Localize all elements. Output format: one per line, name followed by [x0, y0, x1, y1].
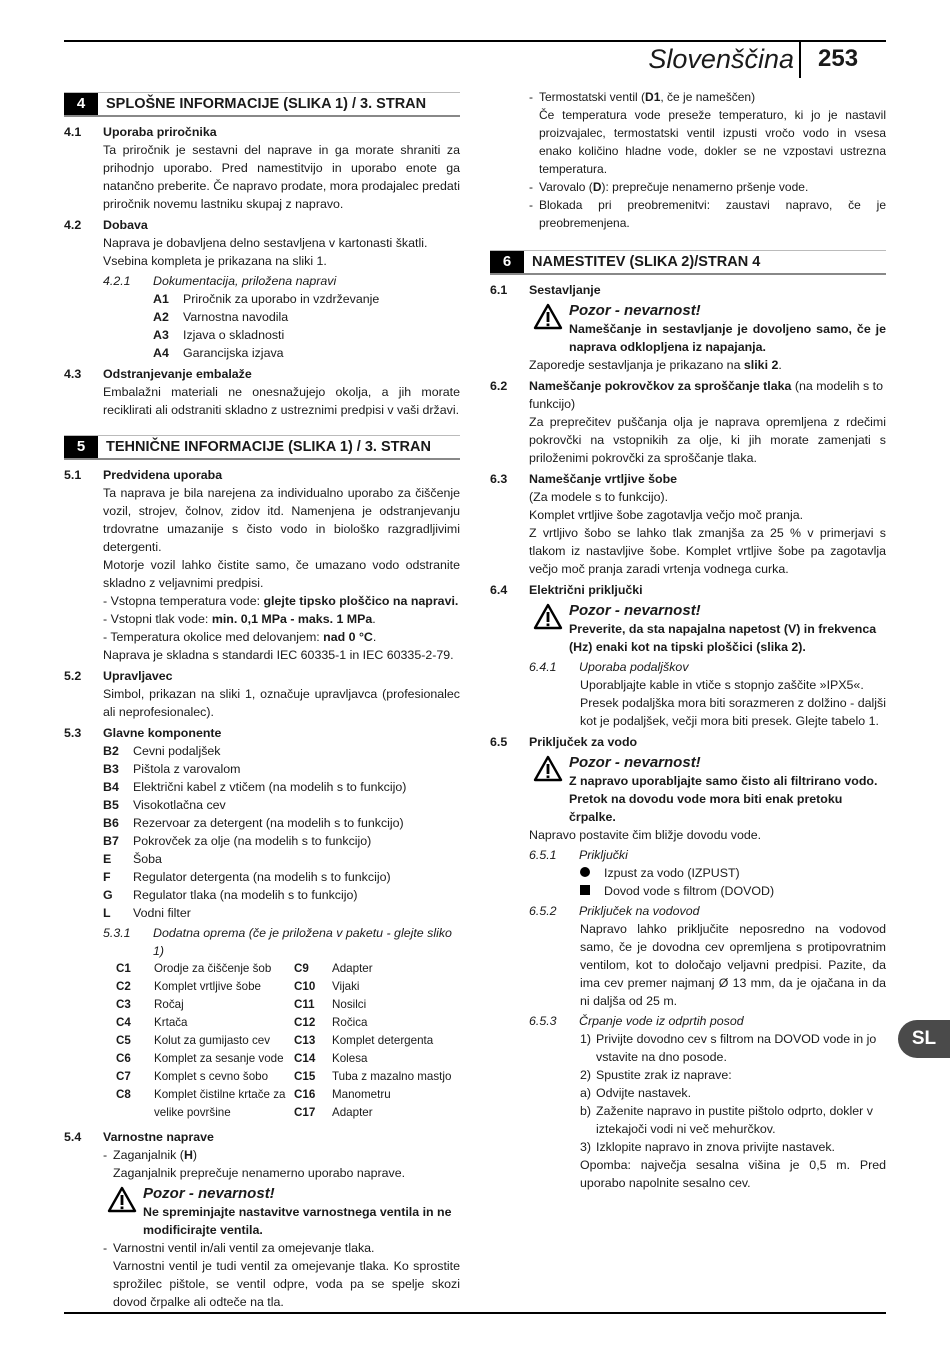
list-item: [294, 1068, 451, 1086]
section-6-header: [490, 250, 886, 275]
item-code: C15: [294, 1070, 316, 1083]
subsection-number: 4.3: [64, 367, 82, 381]
text: Zaporedje sestavljanja je prikazano na: [529, 358, 744, 372]
subsection-title: Dobava: [103, 218, 148, 232]
subsubsection-title: Črpanje vode iz odprtih posod: [579, 1014, 744, 1028]
list-item: [116, 996, 294, 1014]
subsubsection-title: Uporaba podaljškov: [579, 660, 689, 674]
subsubsection-title: Dodatna oprema (če je priložena v paketu - glejte sliko 1): [153, 926, 452, 958]
subsection-5-3: [64, 724, 460, 742]
square-icon: [580, 885, 590, 895]
section-number: 5: [64, 436, 98, 458]
warning-icon: [533, 755, 563, 787]
subsubsection-title: Priključki: [579, 848, 628, 862]
spec-label: - Vstopna temperatura vode:: [103, 594, 264, 608]
item-label: Nosilci: [332, 998, 367, 1011]
note: Opomba: največja sesalna višina je 0,5 m. Pred uporabo napolnite sesalno cev.: [580, 1158, 886, 1190]
item-label: Rezervoar za detergent (na modelih s to funkcijo): [133, 816, 404, 830]
subsection-number: 5.4: [64, 1130, 82, 1144]
step-number: 3): [580, 1140, 592, 1154]
list-item: [103, 850, 460, 868]
item-code: D1: [645, 90, 661, 104]
section-title: TEHNIČNE INFORMACIJE (SLIKA 1) / 3. STRAN: [106, 439, 431, 455]
item-label: Adapter: [332, 962, 373, 975]
list-item: [294, 1050, 451, 1068]
subsubsection-6-5-2: [490, 902, 886, 920]
paragraph: Komplet vrtljive šobe zagotavlja večjo moč pranja.: [529, 508, 804, 522]
subsection-number: 6.5: [490, 735, 508, 749]
list-item: - Termostatski ventil (D1, če je nameščen): [529, 90, 756, 104]
documentation-list: [64, 290, 460, 362]
warning-text: Preverite, da sta napajalna napetost (V) in frekvenca (Hz) enaki kot na tipski ploščici (slika 2).: [569, 622, 877, 654]
subsection-title: Odstranjevanje embalaže: [103, 367, 252, 381]
spec-line: [103, 628, 460, 646]
subsection-number: 5.1: [64, 468, 82, 482]
item-code: C4: [116, 1016, 131, 1029]
paragraph: Ta naprava je bila narejena za individualno uporabo za čiščenje vozil, strojev, čolnov, zidov itd. Namenjena je odstranjevanju trdovratne umazanije s čisto vodo in biološko razgradljivimi detergenti.: [103, 486, 460, 554]
subsection-4-3: [64, 365, 460, 383]
item-label: Komplet detergenta: [332, 1034, 434, 1047]
paragraph: Presek podaljška mora biti sorazmeren z dolžino - daljši kot je podaljšek, večji mora biti presek. Glejte tabelo 1.: [580, 696, 886, 728]
item-code: C6: [116, 1052, 131, 1065]
item-code: F: [103, 870, 111, 884]
item-label: Izpust za vodo (IZPUST): [604, 866, 740, 880]
list-item: [103, 886, 460, 904]
item-label: Varovalo (: [539, 180, 593, 194]
subsection-5-4: [64, 1128, 460, 1146]
subsection-number: 6.2: [490, 379, 508, 393]
warning-icon: [533, 303, 563, 335]
item-code: A2: [153, 310, 169, 324]
item-label-suffix: , če je nameščen): [660, 90, 756, 104]
warning-block: [529, 601, 886, 656]
paragraph: Naprava je skladna s standardi IEC 60335-1 in IEC 60335-2-79.: [103, 648, 454, 662]
list-item: [103, 814, 460, 832]
subsection-title: Sestavljanje: [529, 283, 601, 297]
step-text: Izklopite napravo in znova privijte nastavek.: [596, 1140, 835, 1154]
item-label: Ročica: [332, 1016, 368, 1029]
subsection-title: Upravljavec: [103, 669, 173, 683]
paragraph: Uporabljajte kable in vtiče s stopnjo zaščite »IPX5«.: [580, 678, 864, 692]
safety-devices-continued: [490, 88, 886, 232]
subsubsection-6-5-1: [490, 846, 886, 864]
page-number: 253: [818, 45, 859, 72]
components-list: [64, 742, 460, 922]
subsubsection-number: 5.3.1: [103, 926, 131, 940]
item-label: Izjava o skladnosti: [183, 328, 285, 342]
item-code: C16: [294, 1088, 316, 1101]
section-5-header: [64, 435, 460, 460]
step-number: a): [580, 1086, 592, 1100]
left-column: [64, 88, 460, 1311]
item-label: Varnostni ventil in/ali ventil za omejevanje tlaka.: [113, 1241, 375, 1255]
item-code: G: [103, 888, 113, 902]
item-label: Kolesa: [332, 1052, 368, 1065]
step-number: 1): [580, 1032, 592, 1046]
list-item: [116, 1086, 294, 1122]
paragraph: Simbol, prikazan na sliki 1, označuje upravljavca (profesionalec ali neprofesionalec).: [103, 687, 460, 719]
spec-label: - Temperatura okolice med delovanjem:: [103, 630, 324, 644]
circle-icon: [580, 867, 590, 877]
item-label: Pištola z varovalom: [133, 762, 241, 776]
subsection-number: 4.1: [64, 125, 82, 139]
subsection-number: 6.1: [490, 283, 508, 297]
section-title: SPLOŠNE INFORMACIJE (SLIKA 1) / 3. STRAN: [106, 96, 427, 112]
language-tab: SL: [898, 1020, 950, 1058]
list-item: [103, 904, 460, 922]
spec-label: - Vstopni tlak vode:: [103, 612, 212, 626]
list-item: [103, 796, 460, 814]
item-label: Regulator tlaka (na modelih s to funkcijo): [133, 888, 358, 902]
paragraph: Napravo postavite čim bližje dovodu vode.: [529, 828, 762, 842]
text-bold: sliki 2: [743, 358, 779, 372]
section-number: 6: [490, 251, 524, 273]
step-text: Spustite zrak iz naprave:: [596, 1068, 732, 1082]
subsubsection-body: [490, 676, 886, 730]
subsection-6-2: [490, 377, 886, 413]
subsection-number: 5.3: [64, 726, 82, 740]
item-label: Šoba: [133, 852, 162, 866]
footer-rule: [64, 1312, 886, 1314]
header-divider: [799, 40, 801, 78]
warning-text: Nameščanje in sestavljanje je dovoljeno samo, če je naprava odklopljena iz napajanja.: [569, 322, 886, 354]
warning-icon: [107, 1186, 137, 1218]
list-item: [294, 1014, 451, 1032]
paragraph: Napravo lahko priključite neposredno na vodovod samo, če je dovodna cev opremljena s protipovratnim ventilom, kot to določajo veljavni predpisi. Pazite, da ima cev premer najmanj Ø 13 mm, da je ojačana in da ni daljša od 25 m.: [580, 922, 886, 1008]
step-number: 2): [580, 1068, 592, 1082]
section-4-header: [64, 92, 460, 117]
list-item: [103, 778, 460, 796]
item-code: C5: [116, 1034, 131, 1047]
list-item: [103, 760, 460, 778]
subsection-4-1: [64, 123, 460, 141]
list-item: [153, 290, 460, 308]
item-code: B4: [103, 780, 119, 794]
item-label: Električni kabel z vtičem (na modelih s to funkcijo): [133, 780, 407, 794]
subsection-body: [490, 301, 886, 374]
subsection-title: Glavne komponente: [103, 726, 222, 740]
item-label: Priročnik za uporabo in vzdrževanje: [183, 292, 380, 306]
paragraph: Za preprečitev puščanja olja je naprava opremljena z rdečimi pokrovčki na vstopnikih za olje, ki jih morate zamenjati s priloženimi pokrovčki za sproščanje tlaka.: [529, 415, 886, 465]
warning-title: Pozor - nevarnost!: [569, 302, 701, 319]
subsubsection-number: 4.2.1: [103, 274, 131, 288]
paragraph: Ta priročnik je sestavni del naprave in ga morate shraniti za prihodnjo uporabo. Pred namestitvijo in uporabo enote ga natančno preberite. Če napravo prodate, mora prodajalec predati priročnik novemu lastniku skupaj z napravo.: [103, 143, 460, 211]
step-text: Zaženite napravo in pustite pištolo odprto, dokler v iztekajoči vodi ni več mehurčkov.: [596, 1104, 873, 1136]
list-item: [294, 978, 451, 996]
accessories-col-right: [294, 960, 451, 1122]
paragraph: Če temperatura vode preseže temperaturo, ki jo je nastavil proizvajalec, termostatski ventil izpusti vročo vodo in vsesa enako količino hladne vode, dokler se ne vzpostavi ustrezna temperatura.: [539, 108, 886, 176]
subsection-number: 5.2: [64, 669, 82, 683]
spec-value: glejte tipsko ploščico na napravi.: [263, 594, 459, 608]
item-code: B3: [103, 762, 119, 776]
item-label: Cevni podaljšek: [133, 744, 221, 758]
item-code: C3: [116, 998, 131, 1011]
list-item: [490, 1030, 886, 1066]
list-item: [490, 1066, 886, 1084]
item-punct: ): [192, 1148, 198, 1162]
list-item: [116, 1032, 294, 1050]
item-code: L: [103, 906, 111, 920]
list-item: [153, 326, 460, 344]
step-text: Odvijte nastavek.: [596, 1086, 692, 1100]
steps-list: [490, 1030, 886, 1156]
subsubsection-5-3-1: [64, 924, 460, 960]
item-code: C14: [294, 1052, 316, 1065]
item-label: Komplet s cevno šobo: [154, 1070, 269, 1083]
subsubsection-title: Dokumentacija, priložena napravi: [153, 274, 337, 288]
spec-punct: .: [372, 612, 376, 626]
item-label: Orodje za čiščenje šob: [154, 962, 272, 975]
item-code: A3: [153, 328, 169, 342]
item-code: C17: [294, 1106, 316, 1119]
item-code: C7: [116, 1070, 131, 1083]
list-item: [103, 832, 460, 850]
list-item: [103, 868, 460, 886]
accessories-col-left: [116, 960, 294, 1122]
item-code: E: [103, 852, 112, 866]
right-column: [490, 88, 886, 1192]
spec-punct: .: [372, 630, 377, 644]
subsection-6-5: [490, 733, 886, 751]
list-item: - Varnostni ventil in/ali ventil za omejevanje tlaka.: [103, 1241, 375, 1255]
item-code: B5: [103, 798, 119, 812]
list-item: [116, 1050, 294, 1068]
subsubsection-4-2-1: [64, 272, 460, 290]
item-code: H: [183, 1148, 193, 1162]
list-item: [294, 1032, 451, 1050]
item-label: Pokrovček za olje (na modelih s to funkcijo): [133, 834, 372, 848]
list-item: - Varovalo (D): preprečuje nenamerno pršenje vode.: [529, 180, 809, 194]
subsection-4-2: [64, 216, 460, 234]
list-item: [490, 864, 886, 882]
item-code: C1: [116, 962, 131, 975]
item-label: Varnostna navodila: [183, 310, 289, 324]
item-label: Zaganjalnik (: [113, 1148, 184, 1162]
subsection-title: Nameščanje vrtljive šobe: [529, 472, 678, 486]
list-item: [103, 742, 460, 760]
item-code: D: [592, 180, 602, 194]
subsection-number: 6.4: [490, 583, 508, 597]
item-label: Vijaki: [332, 980, 360, 993]
subsection-body: [490, 601, 886, 656]
spec-line: [103, 592, 460, 610]
paragraph: Embalažni materiali ne onesnažujejo okolja, a jih morate reciklirati ali odstraniti skladno z ustreznimi predpisi v vaši državi.: [103, 385, 460, 417]
paragraph: Varnostni ventil je tudi ventil za omejevanje tlaka. Ko sprostite sprožilec pištole, se ventil odpre, voda pa se spelje skozi dovod črpalke ali odteče na tla.: [113, 1259, 460, 1309]
paragraph: Z vrtljivo šobo se lahko tlak zmanjša za 25 % v primerjavi s tlakom iz nastavljive šobe. Komplet vrtljive šobe pa zagotavlja večjo moč pranja zaradi vrtenja vodnega curka.: [529, 526, 886, 576]
subsubsection-number: 6.5.1: [529, 848, 557, 862]
subsection-number: 4.2: [64, 218, 82, 232]
text-punct: .: [778, 358, 782, 372]
list-item: [294, 1086, 451, 1104]
section-title: NAMESTITEV (SLIKA 2)/STRAN 4: [532, 254, 761, 270]
subsection-title: Nameščanje pokrovčkov za sproščanje tlaka: [529, 379, 792, 393]
subsection-6-1: [490, 281, 886, 299]
subsection-title: Varnostne naprave: [103, 1130, 214, 1144]
item-code: C8: [116, 1088, 131, 1101]
item-code: A4: [153, 346, 169, 360]
list-item: - Zaganjalnik (H): [103, 1148, 198, 1162]
list-item: [116, 1068, 294, 1086]
subsubsection-number: 6.5.3: [529, 1014, 557, 1028]
subsubsection-number: 6.5.2: [529, 904, 557, 918]
subsection-6-4: [490, 581, 886, 599]
item-code: B7: [103, 834, 119, 848]
warning-text: Ne spreminjajte nastavitve varnostnega ventila in ne modificirajte ventila.: [143, 1205, 452, 1237]
spec-line: [103, 610, 460, 628]
step-text: Privijte dovodno cev s filtrom na DOVOD vode in jo vstavite na dno posode.: [596, 1032, 877, 1064]
list-item: [116, 1014, 294, 1032]
spec-value: min. 0,1 MPa - maks. 1 MPa: [211, 612, 373, 626]
item-code: B6: [103, 816, 119, 830]
item-label: Tuba z mazalno mastjo: [332, 1070, 452, 1083]
item-label: Termostatski ventil (: [539, 90, 646, 104]
item-label: Visokotlačna cev: [133, 798, 226, 812]
subsection-title: Predvidena uporaba: [103, 468, 223, 482]
item-label: Dovod vode s filtrom (DOVOD): [604, 884, 775, 898]
list-item: [116, 960, 294, 978]
paragraph: (Za modele s to funkcijo).: [529, 490, 669, 504]
list-item: - Blokada pri preobremenitvi: zaustavi napravo, če je preobremenjena.: [529, 198, 886, 230]
header-language: Slovenščina: [648, 44, 794, 74]
safety-devices: [64, 1146, 460, 1311]
item-label: Komplet vrtljive šobe: [154, 980, 261, 993]
item-label: Regulator detergenta (na modelih s to funkcijo): [133, 870, 391, 884]
warning-title: Pozor - nevarnost!: [143, 1185, 275, 1202]
list-item: [294, 960, 451, 978]
subsubsection-6-4-1: [490, 658, 886, 676]
warning-title: Pozor - nevarnost!: [569, 754, 701, 771]
subsection-5-1: [64, 466, 460, 484]
item-label: Blokada pri preobremenitvi: zaustavi napravo, če je preobremenjena.: [539, 198, 886, 230]
subsection-number: 6.3: [490, 472, 508, 486]
warning-block: [529, 753, 886, 826]
list-item: [294, 996, 451, 1014]
subsection-title: Priključek za vodo: [529, 735, 638, 749]
list-item: [490, 882, 886, 900]
paragraph: [529, 356, 886, 374]
warning-block: [103, 1184, 460, 1239]
subsubsection-number: 6.4.1: [529, 660, 557, 674]
list-item: [294, 1104, 451, 1122]
list-item: [153, 308, 460, 326]
item-code: C10: [294, 980, 316, 993]
item-code: A1: [153, 292, 169, 306]
list-item: [490, 1084, 886, 1102]
item-label: Manometru: [332, 1088, 391, 1101]
spec-value: nad 0 °C: [323, 630, 373, 644]
item-label: Komplet za sesanje vode: [154, 1052, 284, 1065]
warning-block: [529, 301, 886, 356]
paragraph: Zaganjalnik preprečuje nenamerno uporabo naprave.: [113, 1166, 406, 1180]
item-code: C12: [294, 1016, 316, 1029]
subsubsection-6-5-3: [490, 1012, 886, 1030]
item-code: C9: [294, 962, 309, 975]
list-item: [490, 1138, 886, 1156]
item-label: Vodni filter: [133, 906, 191, 920]
item-label: Komplet čistilne krtače za velike površine: [154, 1088, 286, 1119]
paragraph: Motorje vozil lahko čistite samo, če umazano vodo odstranite skladno z veljavnimi predpisi.: [103, 558, 460, 590]
item-label-suffix: ): preprečuje nenamerno pršenje vode.: [601, 180, 809, 194]
paragraph: Naprava je dobavljena delno sestavljena v kartonasti škatli.: [103, 236, 428, 250]
subsection-6-3: [490, 470, 886, 488]
warning-title: Pozor - nevarnost!: [569, 602, 701, 619]
item-code: C2: [116, 980, 131, 993]
warning-icon: [533, 603, 563, 635]
subsection-body: [490, 753, 886, 844]
subsection-title: Uporaba priročnika: [103, 125, 217, 139]
list-item: [116, 978, 294, 996]
section-number: 4: [64, 93, 98, 115]
subsection-title: Električni priključki: [529, 583, 643, 597]
item-label: Adapter: [332, 1106, 373, 1119]
list-item: [490, 1102, 886, 1138]
accessories-table: [64, 960, 460, 1122]
item-label: Kolut za gumijasto cev: [154, 1034, 270, 1047]
item-code: B2: [103, 744, 119, 758]
paragraph: Vsebina kompleta je prikazana na sliki 1.: [103, 254, 327, 268]
warning-text: Z napravo uporabljajte samo čisto ali filtrirano vodo. Pretok na dovodu vode mora biti enak pretoku črpalke.: [569, 774, 878, 824]
subsection-5-2: [64, 667, 460, 685]
item-code: C13: [294, 1034, 316, 1047]
item-label: Garancijska izjava: [183, 346, 284, 360]
item-label: Krtača: [154, 1016, 188, 1029]
item-label: Ročaj: [154, 998, 184, 1011]
subsection-title-note: (na modelih s to funkcijo): [529, 379, 884, 411]
step-number: b): [580, 1104, 592, 1118]
list-item: [153, 344, 460, 362]
subsubsection-title: Priključek na vodovod: [579, 904, 700, 918]
item-code: C11: [294, 998, 315, 1011]
